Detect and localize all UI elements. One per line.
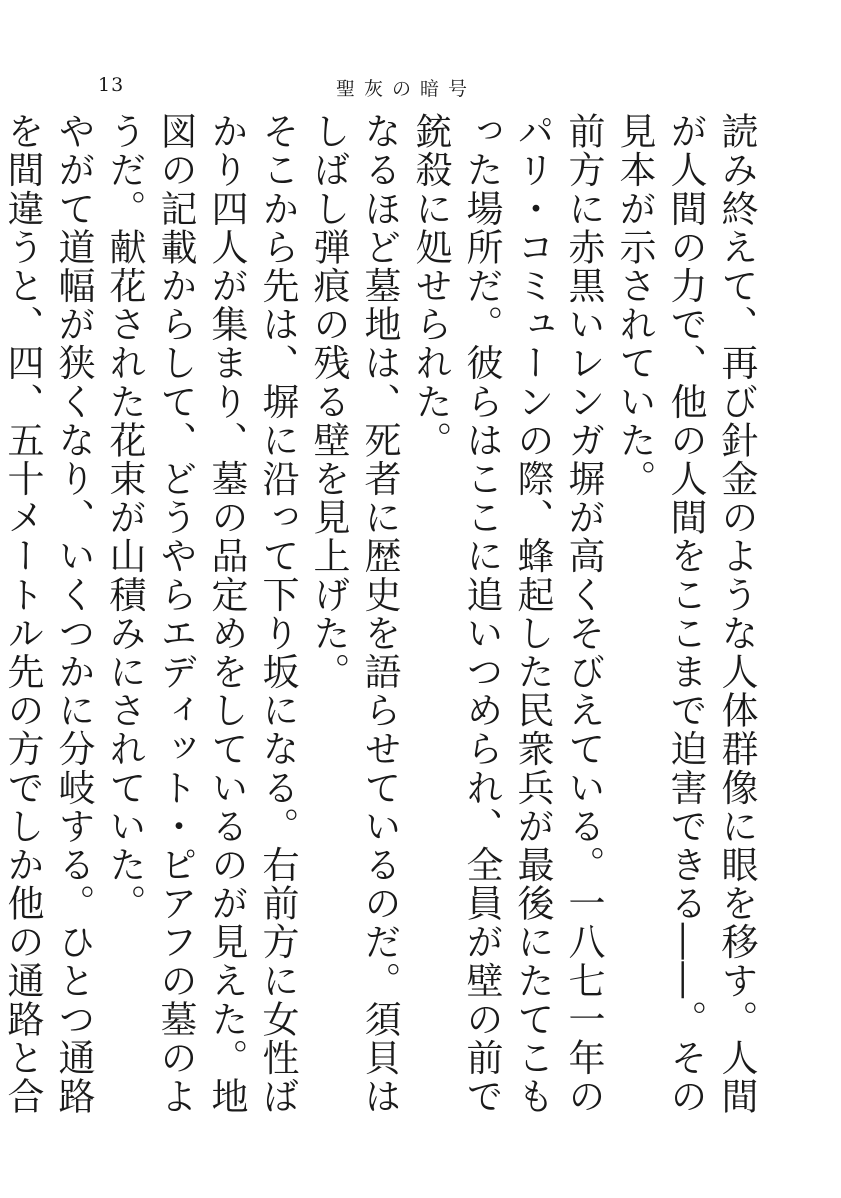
paragraph-2: 前方に赤黒いレンガ塀が高くそびえている。一八七一年のパリ・コミューンの際、蜂起した民衆兵が最後にたてこもった場所だ。彼らはここに追いつめられ、全員が壁の前で銃殺に処せられた。 (409, 112, 605, 1116)
running-title: 聖灰の暗号 (336, 78, 477, 100)
paragraph-1: 読み終えて、再び針金のような人体群像に眼を移す。人間が人間の力で、他の人間をここまで迫害できる――。その見本が示されていた。 (613, 112, 758, 1116)
body-text (1, 112, 762, 1132)
page-number: 13 (98, 74, 125, 96)
paragraph-3: なるほど墓地は、死者に歴史を語らせているのだ。須貝はしばし弾痕の残る壁を見上げた。 (307, 112, 401, 1116)
paragraph-4: そこから先は、塀に沿って下り坂になる。右前方に女性ばかり四人が集まり、墓の品定めをしているのが見えた。地図の記載からして、どうやらエディット・ピアフの墓のようだ。献花された花束が山積みにされていた。 (103, 112, 299, 1116)
paragraph-5: やがて道幅が狭くなり、いくつかに分岐する。ひとつ通路を間違うと、四、五十メートル先の方でしか他の通路と合 (1, 112, 95, 1116)
